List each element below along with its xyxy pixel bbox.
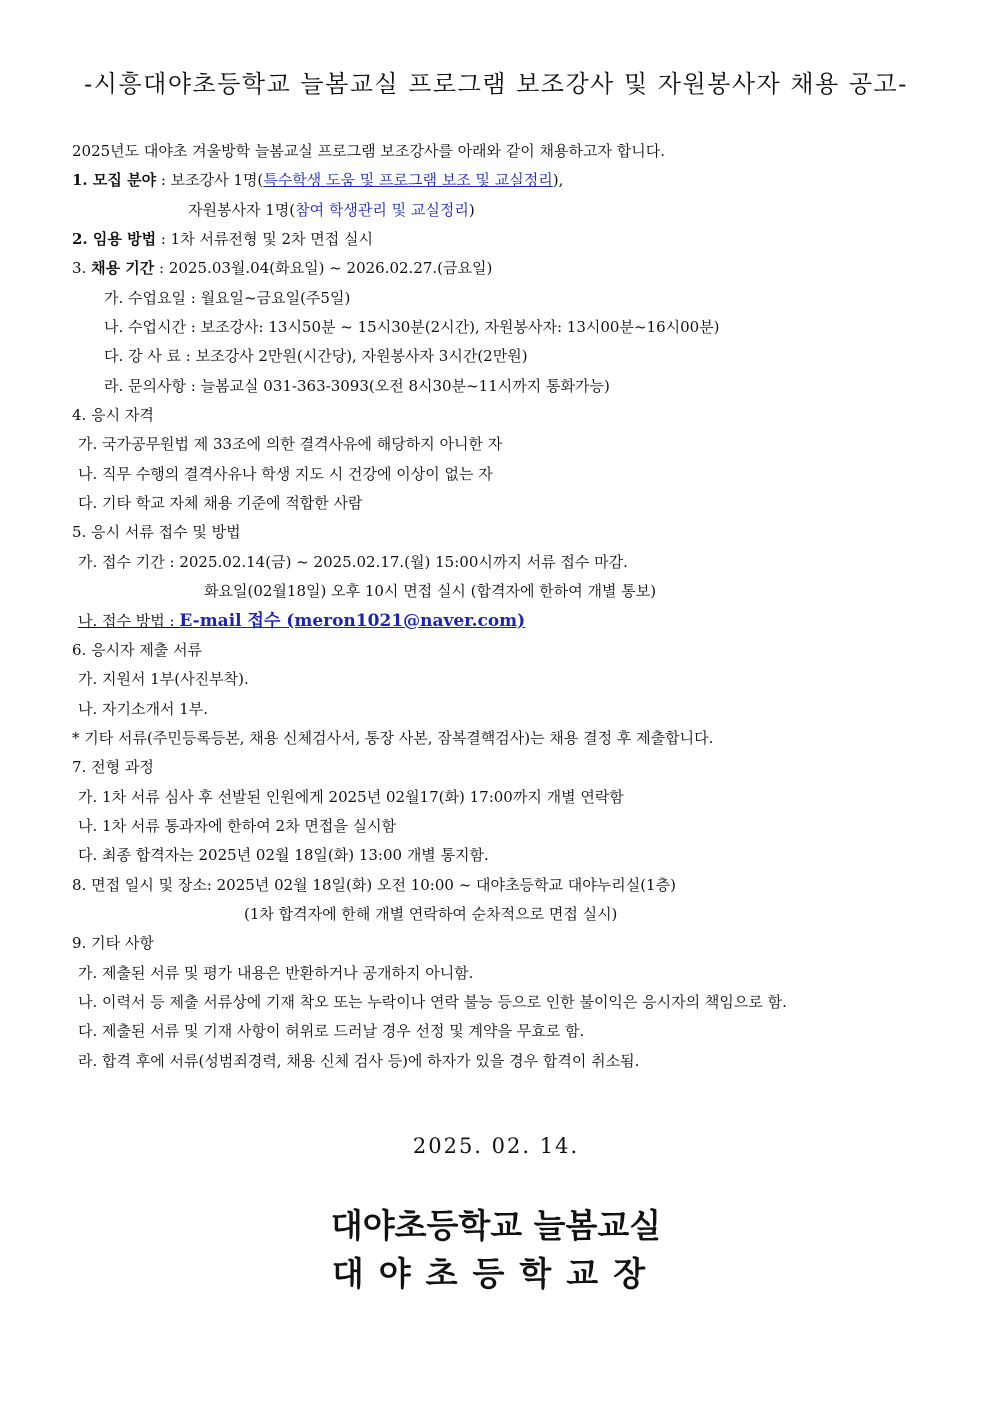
section-9-item: 라. 합격 후에 서류(성범죄경력, 채용 신체 검사 등)에 하자가 있을 경우 합격이 취소됨.	[78, 1051, 640, 1070]
section-1-volunteer: 자원봉사자 1명(참여 학생관리 및 교실정리)	[188, 200, 475, 219]
section-5-heading: 5. 응시 서류 접수 및 방법	[72, 523, 241, 542]
assistant-duty: 특수학생 도움 및 프로그램 보조 및 교실정리	[263, 171, 553, 190]
section-8-note: (1차 합격자에 한해 개별 연락하여 순차적으로 면접 실시)	[244, 904, 618, 923]
section-3-period: 3. 채용 기간 : 2025.03월.04(화요일) ~ 2026.02.27.(금요일)	[72, 259, 493, 278]
section-4-item: 다. 기타 학교 자체 채용 기준에 적합한 사람	[78, 494, 363, 513]
notice-body	[72, 137, 952, 1076]
email-address-link[interactable]: (meron1021@naver.com)	[280, 610, 526, 631]
section-1-label: 1. 모집 분야	[72, 171, 157, 190]
section-3-item: 라. 문의사항 : 늘봄교실 031-363-3093(오전 8시30분~11시까지 통화가능)	[104, 376, 610, 395]
principal-signature: 대야초등학교장	[331, 1254, 661, 1293]
section-2-method: 2. 임용 방법 : 1차 서류전형 및 2차 면접 실시	[72, 230, 373, 249]
section-7-heading: 7. 전형 과정	[72, 758, 154, 777]
section-8-interview: 8. 면접 일시 및 장소: 2025년 02월 18일(화) 오전 10:00 ~ 대야초등학교 대야누리실(1층)	[72, 875, 676, 894]
section-6-heading: 6. 응시자 제출 서류	[72, 640, 203, 659]
section-7-item: 다. 최종 합격자는 2025년 02월 18일(화) 13:00 개별 통지함.	[78, 846, 489, 865]
section-5-period: 가. 접수 기간 : 2025.02.14(금) ~ 2025.02.17.(월) 15:00시까지 서류 접수 마감.	[78, 552, 628, 571]
section-9-item: 가. 제출된 서류 및 평가 내용은 반환하거나 공개하지 아니함.	[78, 963, 474, 982]
notice-title: -시흥대야초등학교 늘봄교실 프로그램 보조강사 및 자원봉사자 채용 공고-	[84, 70, 908, 98]
email-apply-label: E-mail 접수	[179, 610, 281, 631]
volunteer-duty: 참여 학생관리 및 교실정리	[295, 200, 469, 219]
section-4-item: 가. 국가공무원법 제 33조에 의한 결격사유에 해당하지 아니한 자	[78, 435, 503, 454]
section-5-interview-note: 화요일(02월18일) 오후 10시 면접 실시 (합격자에 한하여 개별 통보)	[204, 582, 657, 601]
section-3-item: 가. 수업요일 : 월요일~금요일(주5일)	[104, 288, 351, 307]
section-3-item: 나. 수업시간 : 보조강사: 13시50분 ~ 15시30분(2시간), 자원봉사자: 13시00분~16시00분)	[104, 318, 720, 337]
section-9-item: 다. 제출된 서류 및 기재 사항이 허위로 드러날 경우 선정 및 계약을 무효로 함.	[78, 1022, 585, 1041]
section-7-item: 나. 1차 서류 통과자에 한하여 2차 면접을 실시함	[78, 816, 397, 835]
section-9-item: 나. 이력서 등 제출 서류상에 기재 착오 또는 누락이나 연락 불능 등으로 인한 불이익은 응시자의 책임으로 함.	[78, 992, 787, 1011]
intro-text: 2025년도 대야초 겨울방학 늘봄교실 프로그램 보조강사를 아래와 같이 채용하고자 합니다.	[72, 142, 666, 160]
section-4-item: 나. 직무 수행의 결격사유나 학생 지도 시 건강에 이상이 없는 자	[78, 464, 493, 483]
section-2-label: 2. 임용 방법	[72, 230, 157, 249]
section-6-note: * 기타 서류(주민등록등본, 채용 신체검사서, 통장 사본, 잠복결핵검사)는 채용 결정 후 제출합니다.	[72, 728, 714, 747]
section-4-heading: 4. 응시 자격	[72, 406, 154, 425]
section-3-item: 다. 강 사 료 : 보조강사 2만원(시간당), 자원봉사자 3시간(2만원)	[104, 347, 528, 366]
section-6-item: 가. 지원서 1부(사진부착).	[78, 670, 249, 689]
section-6-item: 나. 자기소개서 1부.	[78, 699, 209, 718]
organization-name: 대야초등학교 늘봄교실	[330, 1206, 662, 1245]
section-1-recruit-field: 1. 모집 분야 : 보조강사 1명(특수학생 도움 및 프로그램 보조 및 교실정리),	[72, 171, 564, 190]
section-3-label: 채용 기간	[91, 259, 155, 278]
notice-date: 2025. 02. 14.	[412, 1134, 580, 1158]
section-9-heading: 9. 기타 사항	[72, 934, 154, 953]
section-7-item: 가. 1차 서류 심사 후 선발된 인원에게 2025년 02월17(화) 17:00까지 개별 연락함	[78, 787, 624, 806]
section-5-apply-method: 나. 접수 방법 : E-mail 접수 (meron1021@naver.com)	[78, 610, 526, 631]
